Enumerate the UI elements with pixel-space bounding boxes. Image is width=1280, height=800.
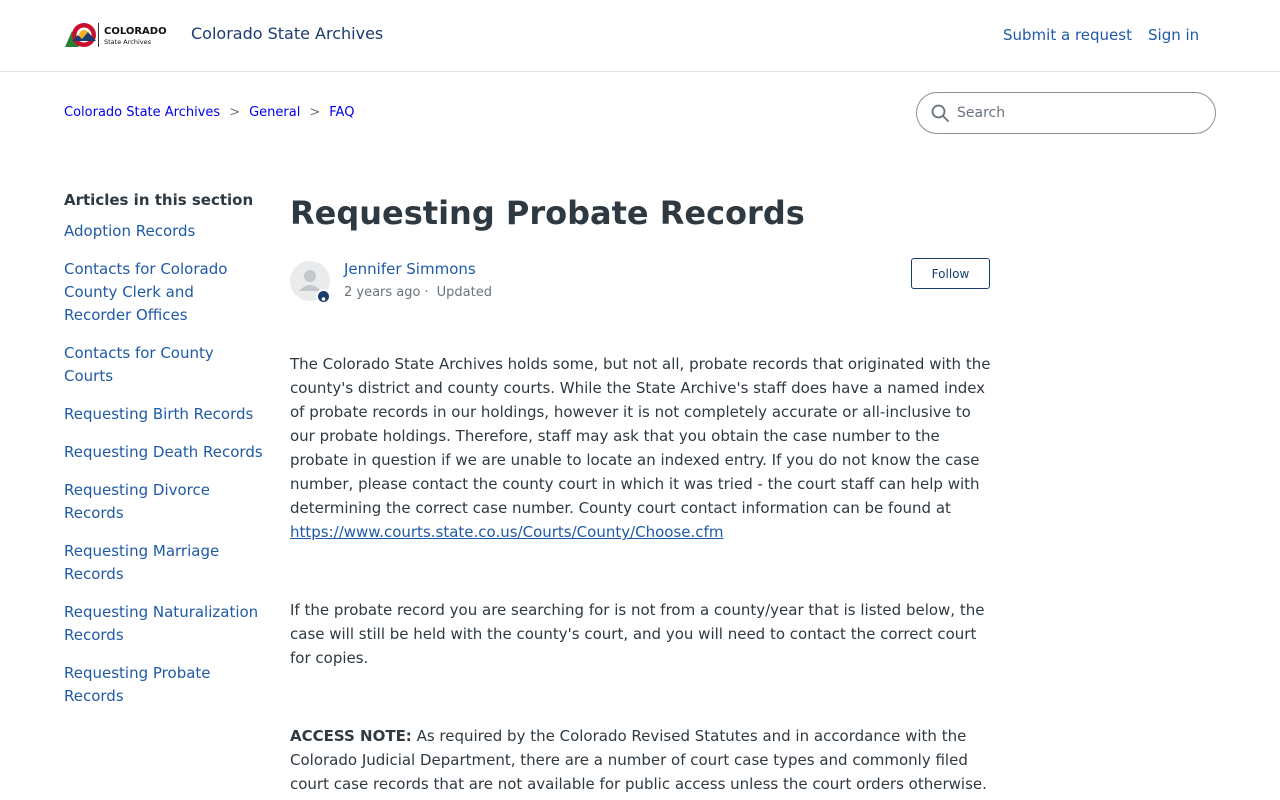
logo-link[interactable]	[64, 21, 177, 49]
breadcrumb-item-general[interactable]: General	[249, 105, 301, 120]
search-icon	[931, 104, 949, 122]
sidebar-item-death[interactable]: Requesting Death Records	[64, 443, 263, 461]
breadcrumb-separator: >	[229, 105, 241, 120]
sidebar-item-clerk-contacts[interactable]: Contacts for Colorado County Clerk and Recorder Offices	[64, 260, 228, 324]
logo-sub: State Archives	[104, 38, 151, 46]
submit-request-link[interactable]: Submit a request	[1003, 26, 1132, 44]
breadcrumb-separator: >	[309, 105, 321, 120]
sidebar-item-probate[interactable]: Requesting Probate Records	[64, 664, 211, 705]
article-paragraph-2: If the probate record you are searching for is not from a county/year that is listed below, the case will still be held with the county's court, and you will need to contact the correct court for copies.	[290, 601, 985, 667]
article-title: Requesting Probate Records	[290, 194, 805, 232]
article-paragraph-3	[290, 724, 995, 796]
agent-badge	[316, 289, 331, 304]
sign-in-link[interactable]: Sign in	[1148, 26, 1200, 44]
updated-label: Updated	[436, 285, 492, 300]
paragraph-text: The Colorado State Archives holds some, but not all, probate records that originated with the county's district and county courts. While the State Archive's staff does have a named index of probate records in our holdings, however it is not completely accurate or all-inclusive to our probate holdings. Therefore, staff may ask that you obtain the case number to the probate in question if we are unable to locate an indexed entry. If you do not know the case number, please contact the county court in which it was tried - the court staff can help with determining the correct case number. County court contact information can be found at	[290, 355, 991, 517]
sidebar-title: Articles in this section	[64, 191, 254, 209]
author-name-link[interactable]: Jennifer Simmons	[344, 260, 476, 278]
sidebar-item-birth[interactable]: Requesting Birth Records	[64, 405, 254, 423]
access-note-text: As required by the Colorado Revised Statutes and in accordance with the Colorado Judicial Department, there are a number of court case types and commonly filed court case records that are not available for public access unless the court orders otherwise.	[290, 727, 987, 793]
access-note-label: ACCESS NOTE:	[290, 727, 412, 745]
sidebar-item-naturalization[interactable]: Requesting Naturalization Records	[64, 603, 259, 644]
colorado-logo	[64, 21, 177, 49]
section-sidebar	[64, 190, 264, 723]
sidebar-item-divorce[interactable]: Requesting Divorce Records	[64, 481, 210, 522]
site-header	[0, 0, 1280, 72]
search-input[interactable]	[957, 102, 1197, 124]
article-body	[290, 352, 995, 800]
breadcrumb-item-faq[interactable]: FAQ	[329, 105, 355, 120]
sidebar-item-marriage[interactable]: Requesting Marriage Records	[64, 542, 220, 583]
follow-button[interactable]: Follow	[911, 258, 990, 289]
time-ago: 2 years ago	[344, 285, 421, 300]
county-courts-link[interactable]: https://www.courts.state.co.us/Courts/County/Choose.cfm	[290, 523, 724, 541]
meta-dot: ·	[424, 285, 429, 300]
article-meta	[344, 284, 492, 302]
article-paragraph-1	[290, 352, 995, 544]
sidebar-item-adoption[interactable]: Adoption Records	[64, 222, 196, 240]
search-box[interactable]	[916, 92, 1216, 134]
breadcrumb	[64, 104, 354, 122]
article-list	[64, 220, 264, 708]
sidebar-item-court-contacts[interactable]: Contacts for County Courts	[64, 344, 214, 385]
breadcrumb-item-archives[interactable]: Colorado State Archives	[64, 105, 221, 120]
logo-word: COLORADO	[104, 26, 167, 37]
agent-badge-icon	[318, 295, 329, 306]
site-title-link[interactable]: Colorado State Archives	[191, 24, 384, 43]
